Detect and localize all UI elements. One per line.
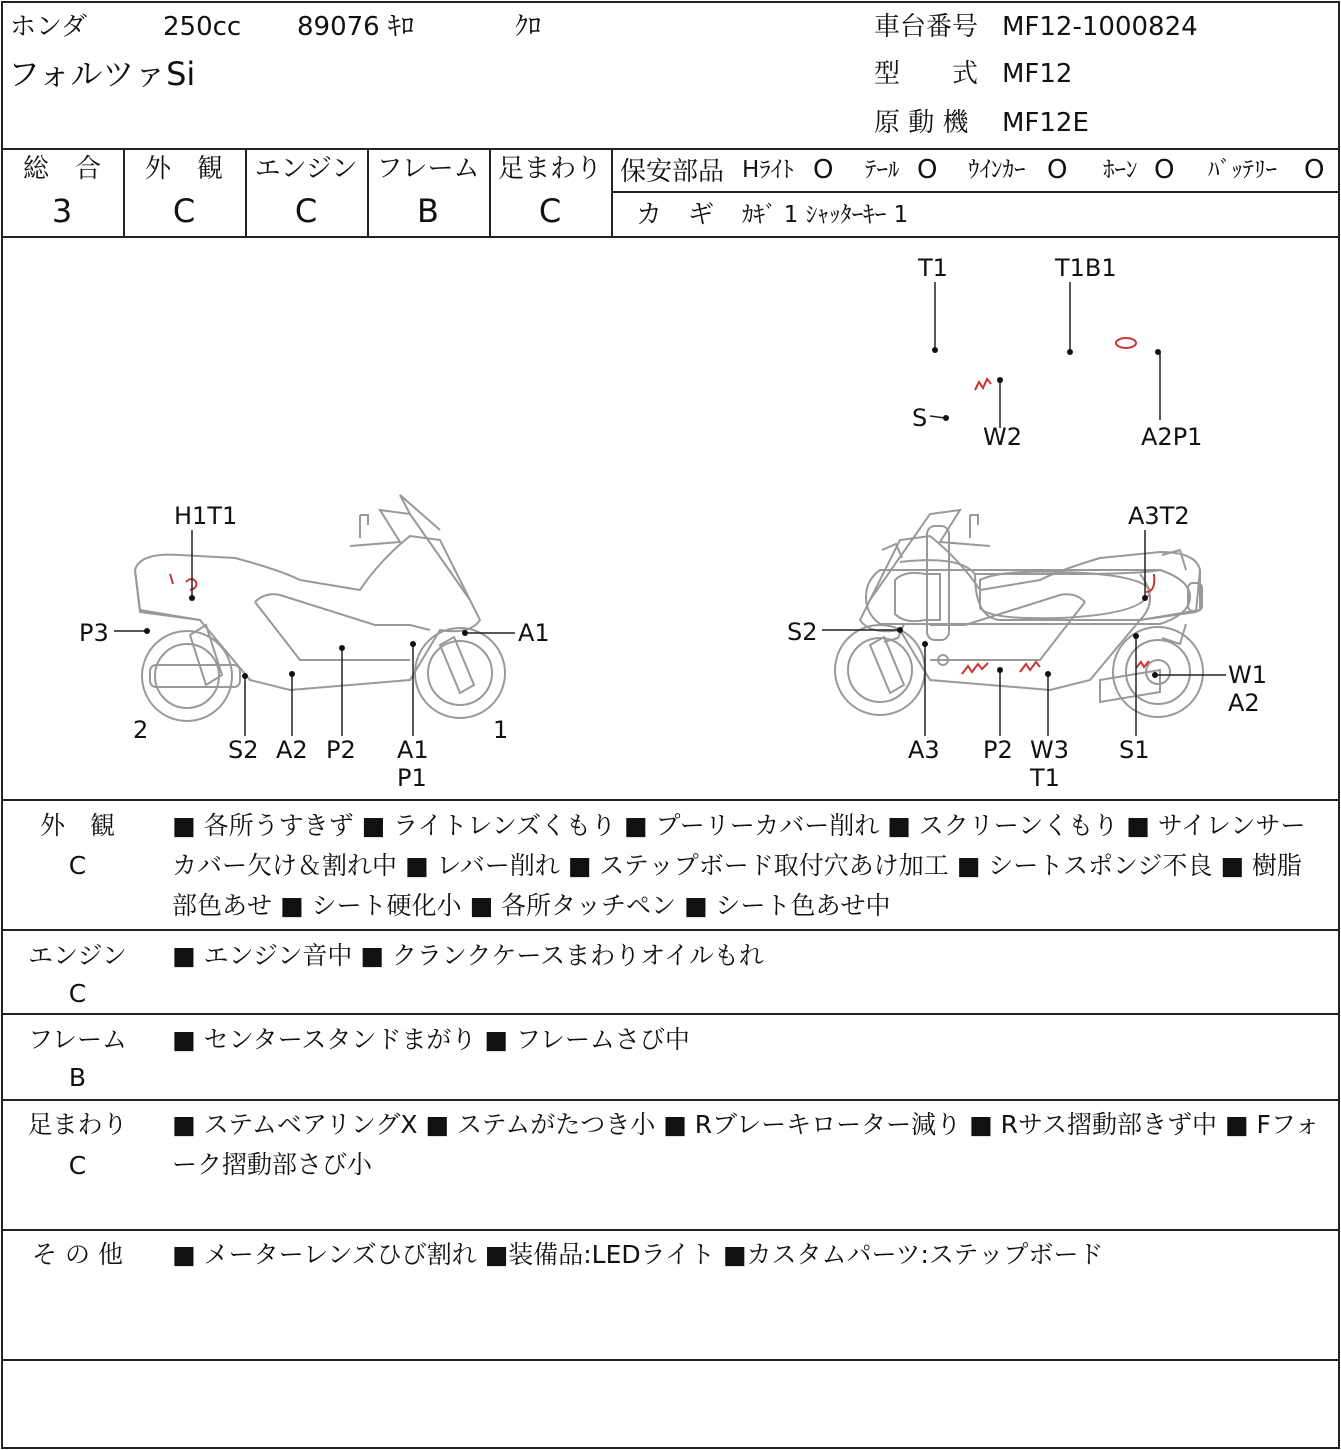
diag-right-w3: W3 <box>1030 736 1069 764</box>
score-label-suspension: 足まわり <box>497 154 602 184</box>
section-other-notes: ■ メーターレンズひび割れ ■装備品:LEDライト ■カスタムパーツ:ステップボード <box>172 1240 1104 1269</box>
safety-battery-label: ﾊﾞｯﾃﾘｰ <box>1208 157 1277 183</box>
score-value-exterior: C <box>172 192 196 230</box>
score-label-engine: エンジン <box>254 154 358 184</box>
diag-left-rear-mark: 2 <box>133 716 149 744</box>
diag-left-a1-bottom: A1 <box>397 736 429 764</box>
diag-left-h1t1: H1T1 <box>174 502 238 530</box>
safety-tail-mark: O <box>917 155 938 185</box>
section-exterior-notes: ■ 各所うすきず ■ ライトレンズくもり ■ プーリーカバー削れ ■ スクリーンくもり ■ サイレンサーカバー欠け＆割れ中 ■ レバー削れ ■ ステップボード取付穴あけ加工 ■ シートスポンジ不良 ■ 樹脂部色あせ ■ シート硬化小 ■ 各所タッチペン ■ シート色あせ中 <box>172 811 1306 920</box>
type-label: 型 式 <box>874 59 979 89</box>
diag-right-a2: A2 <box>1228 689 1260 717</box>
score-value-frame: B <box>417 192 439 230</box>
diag-right-s2: S2 <box>787 618 818 646</box>
score-label-exterior: 外 観 <box>144 154 223 184</box>
diag-top-t1b1: T1B1 <box>1055 254 1117 282</box>
safety-tail-label: ﾃｰﾙ <box>865 157 900 183</box>
diag-left-a1: A1 <box>518 619 550 647</box>
engine-value: MF12E <box>1002 108 1089 138</box>
section-suspension-grade: C <box>68 1151 87 1180</box>
diag-right-p2: P2 <box>983 736 1013 764</box>
section-frame-label: フレーム <box>27 1025 127 1054</box>
safety-headlight-mark: O <box>813 155 834 185</box>
engine-label: 原 動 機 <box>874 108 969 138</box>
section-suspension-notes: ■ ステムベアリングX ■ ステムがたつき小 ■ Rブレーキローター減り ■ Rサス摺動部きず中 ■ Fフォーク摺動部さび小 <box>172 1110 1320 1179</box>
diag-left-front-mark: 1 <box>493 716 509 744</box>
score-value-suspension: C <box>538 192 562 230</box>
leader-lines <box>114 282 1226 736</box>
section-exterior-grade: C <box>68 851 87 880</box>
section-other-label: そ の 他 <box>32 1240 123 1269</box>
displacement: 250cc <box>163 12 242 42</box>
section-exterior-label: 外 観 <box>39 811 115 840</box>
safety-horn-mark: O <box>1154 155 1175 185</box>
right-side-scooter <box>835 510 1203 717</box>
section-engine-notes: ■ エンジン音中 ■ クランクケースまわりオイルもれ <box>172 941 764 970</box>
section-frame-grade: B <box>68 1063 87 1092</box>
score-value-engine: C <box>294 192 318 230</box>
diag-top-a2p1: A2P1 <box>1141 423 1203 451</box>
safety-battery-mark: O <box>1304 155 1325 185</box>
diag-left-a2: A2 <box>276 736 308 764</box>
diag-right-a3: A3 <box>908 736 940 764</box>
diag-top-t1: T1 <box>918 254 948 282</box>
score-label-frame: フレーム <box>376 154 480 184</box>
safety-title: 保安部品 <box>620 157 725 187</box>
diag-left-p1: P1 <box>397 764 427 792</box>
diag-right-w1: W1 <box>1228 661 1267 689</box>
diag-top-s: S <box>912 404 928 432</box>
frame-no-label: 車台番号 <box>874 12 979 42</box>
color: ｸﾛ <box>515 12 542 42</box>
diag-left-p3: P3 <box>79 619 109 647</box>
model-name: フォルツァSi <box>8 55 196 93</box>
section-suspension-label: 足まわり <box>27 1110 128 1139</box>
section-engine-grade: C <box>68 979 87 1008</box>
diag-left-p2: P2 <box>326 736 356 764</box>
score-label-total: 総 合 <box>22 154 101 184</box>
frame-no: MF12-1000824 <box>1002 12 1198 42</box>
section-engine-label: エンジン <box>28 941 127 970</box>
type-value: MF12 <box>1002 59 1073 89</box>
diag-top-w2: W2 <box>983 423 1022 451</box>
safety-winker-label: ｳｲﾝｶｰ <box>968 157 1026 183</box>
marker-dots <box>144 347 1161 679</box>
score-value-total: 3 <box>51 192 73 230</box>
diag-right-t1: T1 <box>1030 764 1060 792</box>
diag-left-s2: S2 <box>228 736 259 764</box>
safety-horn-label: ﾎｰﾝ <box>1103 157 1138 183</box>
mileage: 89076 ｷﾛ <box>297 12 414 42</box>
maker: ホンダ <box>10 12 87 42</box>
key-value: ｶｷﾞ 1 ｼｬｯﾀｰｷｰ 1 <box>742 202 909 228</box>
safety-winker-mark: O <box>1047 155 1068 185</box>
section-frame-notes: ■ センタースタンドまがり ■ フレームさび中 <box>172 1025 690 1054</box>
key-label: カ ギ <box>636 200 715 230</box>
diag-right-a3t2: A3T2 <box>1128 502 1190 530</box>
safety-headlight-label: Hﾗｲﾄ <box>742 157 794 183</box>
diag-right-s1: S1 <box>1119 736 1150 764</box>
